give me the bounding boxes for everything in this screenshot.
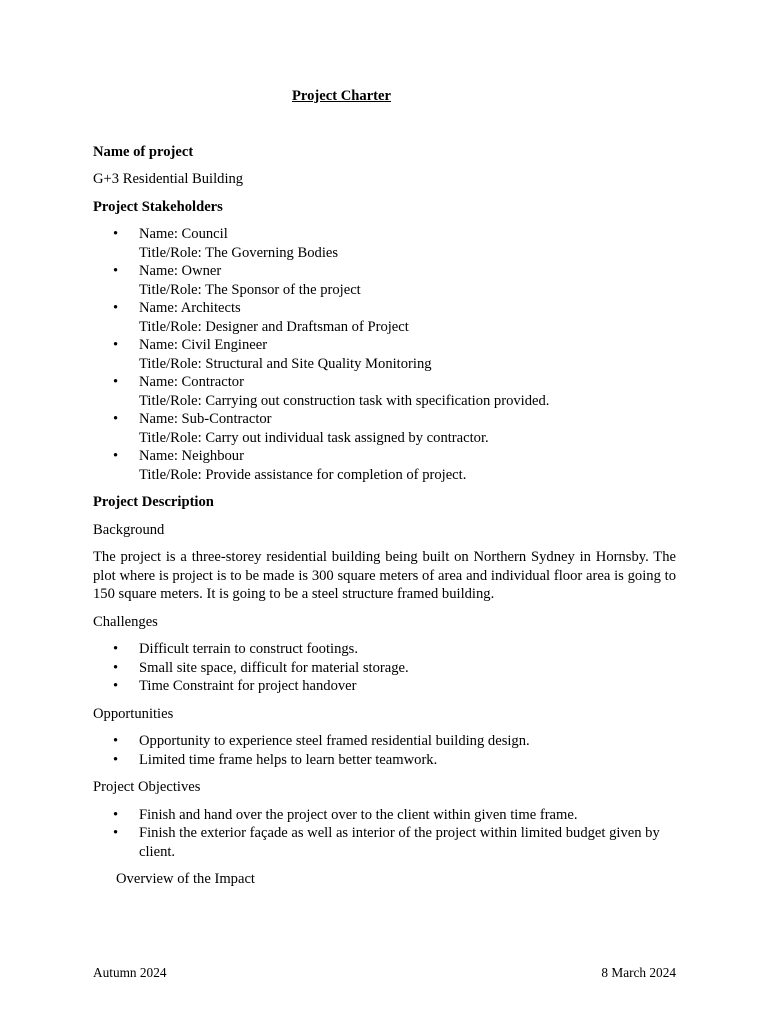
challenge-text: Difficult terrain to construct footings. — [139, 641, 358, 657]
stakeholder-name: Name: Owner — [139, 263, 222, 279]
objective-text: Finish the exterior façade as well as interior of the project within limited budget given by client. — [139, 825, 660, 860]
list-item — [93, 336, 676, 373]
stakeholder-role: Title/Role: Designer and Draftsman of Project — [139, 318, 409, 335]
list-item — [93, 806, 676, 825]
bullet-icon: • — [113, 733, 119, 749]
bullet-icon: • — [113, 448, 119, 464]
list-item — [93, 659, 676, 678]
stakeholder-name: Name: Council — [139, 226, 228, 242]
bullet-icon: • — [113, 678, 119, 694]
page-title: Project Charter — [292, 88, 391, 104]
objectives-heading: Project Objectives — [93, 779, 201, 795]
stakeholder-name: Name: Sub-Contractor — [139, 411, 272, 427]
challenge-text: Small site space, difficult for material storage. — [139, 659, 409, 676]
objectives-list — [93, 806, 676, 862]
list-item — [93, 640, 676, 659]
project-name: G+3 Residential Building — [93, 171, 244, 187]
bullet-icon: • — [113, 300, 119, 316]
bullet-icon: • — [113, 226, 119, 242]
bullet-icon: • — [113, 751, 119, 768]
challenges-list — [93, 640, 676, 696]
stakeholder-name: Name: Civil Engineer — [139, 337, 268, 353]
bullet-icon: • — [113, 825, 119, 841]
stakeholder-role: Title/Role: Provide assistance for completion of project. — [139, 466, 467, 483]
project-description-heading: Project Description — [93, 494, 214, 510]
opportunity-text: Limited time frame helps to learn better teamwork. — [139, 751, 438, 768]
bullet-icon: • — [113, 411, 119, 427]
bullet-icon: • — [113, 337, 119, 353]
list-item — [93, 732, 676, 751]
list-item — [93, 677, 676, 696]
name-of-project-heading: Name of project — [93, 143, 194, 160]
stakeholder-role: Title/Role: The Governing Bodies — [139, 244, 339, 261]
opportunities-list — [93, 732, 676, 769]
challenge-text: Time Constraint for project handover — [139, 678, 357, 694]
bullet-icon: • — [113, 806, 119, 823]
bullet-icon: • — [113, 641, 119, 657]
opportunity-text: Opportunity to experience steel framed residential building design. — [139, 733, 530, 749]
stakeholders-heading: Project Stakeholders — [93, 198, 223, 215]
list-item — [93, 824, 676, 861]
list-item — [93, 299, 676, 336]
stakeholder-role: Title/Role: Carrying out construction task with specification provided. — [139, 392, 550, 409]
list-item — [93, 751, 676, 770]
stakeholder-name: Name: Neighbour — [139, 448, 244, 464]
stakeholders-list — [93, 225, 676, 484]
bullet-icon: • — [113, 374, 119, 390]
stakeholder-role: Title/Role: Structural and Site Quality Monitoring — [139, 355, 432, 372]
list-item — [93, 410, 676, 447]
footer-date: 8 March 2024 — [601, 965, 676, 980]
stakeholder-name: Name: Architects — [139, 300, 241, 316]
background-heading: Background — [93, 521, 165, 538]
list-item — [93, 225, 676, 262]
list-item — [93, 262, 676, 299]
impact-heading: Overview of the Impact — [116, 871, 255, 887]
list-item — [93, 447, 676, 484]
bullet-icon: • — [113, 263, 119, 279]
challenges-heading: Challenges — [93, 613, 158, 630]
background-text: The project is a three-storey residential building being built on Northern Sydney in Hornsby. The plot where is project is to be made is 300 square meters of area and individual floor area is going to 150 square meters. It is going to be a steel structure framed building. — [93, 549, 676, 602]
stakeholder-role: Title/Role: Carry out individual task assigned by contractor. — [139, 429, 489, 446]
objective-text: Finish and hand over the project over to the client within given time frame. — [139, 806, 578, 823]
bullet-icon: • — [113, 659, 119, 676]
opportunities-heading: Opportunities — [93, 705, 174, 722]
stakeholder-name: Name: Contractor — [139, 374, 244, 390]
footer-term: Autumn 2024 — [93, 965, 167, 980]
stakeholder-role: Title/Role: The Sponsor of the project — [139, 281, 361, 298]
document-body — [93, 87, 676, 898]
list-item — [93, 373, 676, 410]
